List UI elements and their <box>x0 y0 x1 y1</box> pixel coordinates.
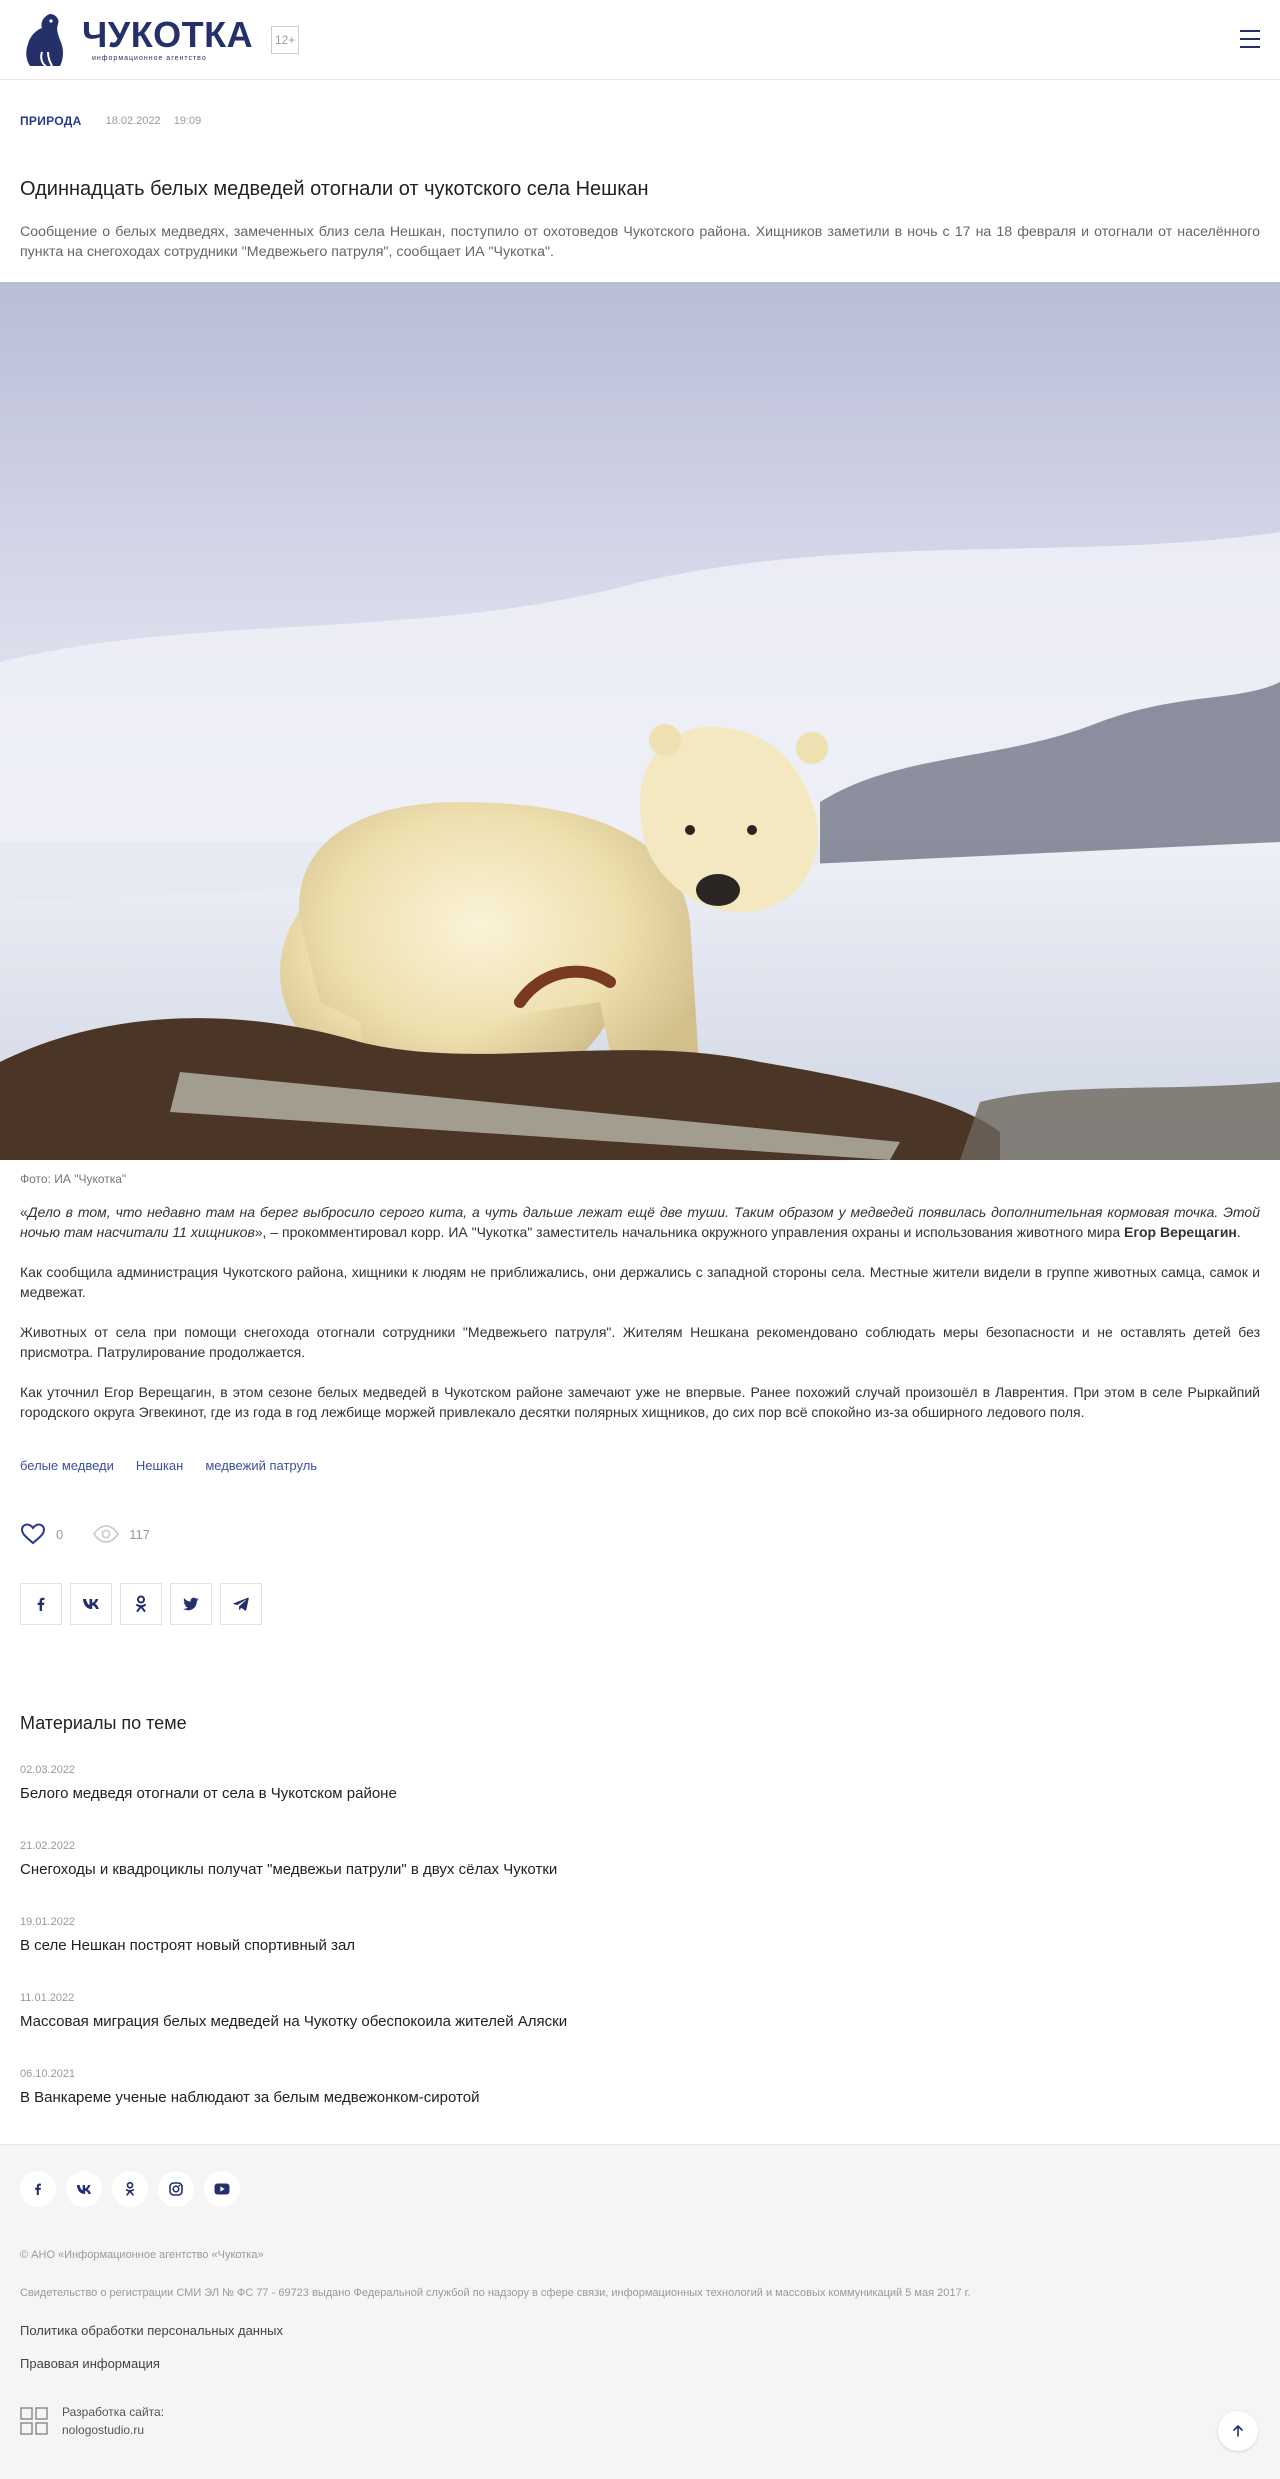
facebook-icon <box>32 2182 44 2196</box>
rubric-link[interactable]: ПРИРОДА <box>20 114 82 128</box>
article-paragraph: Животных от села при помощи снегохода отогнали сотрудники "Медвежьего патруля". Жителям Нешкана рекомендовано соблюдать меры безопасности и не оставлять детей без присмотра. Патрулирование продолжается. <box>20 1324 1260 1360</box>
twitter-icon <box>183 1597 199 1611</box>
vk-icon <box>76 2184 92 2195</box>
menu-burger-icon[interactable] <box>1240 30 1260 48</box>
related-heading: Материалы по теме <box>20 1713 187 1733</box>
developer-text <box>62 2403 164 2439</box>
developer-label: Разработка сайта: <box>62 2405 165 2419</box>
related-title-link[interactable]: Снегоходы и квадроциклы получат "медвежьи патрули" в двух сёлах Чукотки <box>20 1861 558 1878</box>
footer-registration: Свидетельство о регистрации СМИ ЭЛ № ФС 77 - 69723 выдано Федеральной службой по надзору в сфере связи, информационных технологий и массовых коммуникаций 5 мая 2017 г. <box>20 2287 971 2299</box>
article-paragraph: Как сообщила администрация Чукотского района, хищники к людям не приближались, они держались с западной стороны села. Местные жители видели в группе животных самца, самок и медвежат. <box>20 1264 1260 1300</box>
share-twitter-button[interactable] <box>170 1583 212 1625</box>
article-meta <box>0 80 1280 128</box>
vk-icon <box>82 1598 100 1610</box>
tag-link[interactable]: медвежий патруль <box>205 1458 318 1473</box>
share-telegram-button[interactable] <box>220 1583 262 1625</box>
logo-text <box>82 14 254 62</box>
telegram-icon <box>233 1597 249 1611</box>
age-rating-badge: 12+ <box>271 26 299 54</box>
like-counter[interactable] <box>20 1523 63 1545</box>
odnoklassniki-icon <box>125 2181 135 2197</box>
arrow-up-icon <box>1231 2424 1245 2438</box>
article-stats <box>0 1473 1280 1545</box>
publish-time: 19:09 <box>173 115 202 127</box>
logo-name: ЧУКОТКА <box>82 14 254 55</box>
walrus-logo-icon <box>20 12 68 68</box>
heart-icon[interactable] <box>20 1523 46 1545</box>
legal-info-link[interactable]: Правовая информация <box>20 2356 160 2371</box>
privacy-policy-link[interactable]: Политика обработки персональных данных <box>20 2323 284 2338</box>
article-paragraph: «Дело в том, что недавно там на берег выбросило серого кита, а чуть дальше лежат ещё две туши. Таким образом у медведей появилась дополнительная кормовая точка. Этой ночью там насчитали 11 хищников», – прокомментировал корр. ИА "Чукотка" заместитель начальника окружного управления охраны и использования животного мира Егор Верещагин. <box>20 1204 1260 1240</box>
article-lead: Сообщение о белых медведях, замеченных близ села Нешкан, поступило от охотоведов Чукотского района. Хищников заметили в ночь с 17 на 18 февраля и отогнали от населённого пункта на снегоходах сотрудники "Медвежьего патруля", сообщает ИА "Чукотка". <box>20 224 1260 260</box>
share-facebook-button[interactable] <box>20 1583 62 1625</box>
footer-vk-link[interactable] <box>66 2171 102 2207</box>
footer-youtube-link[interactable] <box>204 2171 240 2207</box>
eye-icon <box>93 1525 119 1543</box>
footer-facebook-link[interactable] <box>20 2171 56 2207</box>
developer-site-link[interactable]: nologostudio.ru <box>62 2423 145 2437</box>
share-ok-button[interactable] <box>120 1583 162 1625</box>
instagram-icon <box>169 2182 183 2196</box>
related-title-link[interactable]: Массовая миграция белых медведей на Чукотку обеспокоила жителей Аляски <box>20 2013 568 2030</box>
share-vk-button[interactable] <box>70 1583 112 1625</box>
facebook-icon <box>34 1597 48 1611</box>
related-item[interactable] <box>20 1992 1260 2032</box>
related-date: 19.01.2022 <box>20 1916 76 1928</box>
tag-link[interactable]: белые медведи <box>20 1458 114 1473</box>
like-count: 0 <box>56 1526 64 1542</box>
related-date: 11.01.2022 <box>20 1992 75 2004</box>
youtube-icon <box>214 2183 230 2195</box>
footer-instagram-link[interactable] <box>158 2171 194 2207</box>
related-title-link[interactable]: Белого медведя отогнали от села в Чукотском районе <box>20 1785 397 1802</box>
logo-subtitle: информационное агентство <box>92 55 207 62</box>
tag-link[interactable]: Нешкан <box>135 1458 184 1473</box>
article <box>0 80 1280 2108</box>
view-counter <box>93 1525 150 1543</box>
nologo-studio-logo-icon <box>20 2407 48 2435</box>
related-title-link[interactable]: В Ванкареме ученые наблюдают за белым медвежонком-сиротой <box>20 2089 480 2106</box>
related-date: 02.03.2022 <box>20 1764 76 1776</box>
odnoklassniki-icon <box>135 1595 147 1613</box>
site-footer <box>0 2144 1280 2479</box>
site-header <box>0 0 1280 80</box>
quote: Дело в том, что недавно там на берег выбросило серого кита, а чуть дальше лежат ещё две туши. Таким образом у медведей появилась дополнительная кормовая точка. Этой ночью там насчитали 11 хищников <box>20 1204 1260 1240</box>
related-item[interactable] <box>20 1840 1260 1880</box>
related-materials <box>0 1625 1280 2108</box>
tag-list <box>0 1442 1280 1473</box>
developer-credit <box>20 2403 1260 2439</box>
footer-social-links <box>20 2171 1260 2207</box>
related-date: 06.10.2021 <box>20 2068 76 2080</box>
share-buttons <box>0 1545 1280 1625</box>
related-item[interactable] <box>20 1764 1260 1804</box>
publish-datetime <box>106 115 202 127</box>
site-logo[interactable] <box>20 12 253 68</box>
footer-copyright: © АНО «Информационное агентство «Чукотка» <box>20 2249 264 2261</box>
article-photo <box>0 282 1280 1160</box>
person-name: Егор Верещагин <box>1124 1224 1237 1240</box>
article-paragraph: Как уточнил Егор Верещагин, в этом сезоне белых медведей в Чукотском районе замечают уже не впервые. Ранее похожий случай произошёл в Лаврентия. При этом в селе Рыркайпий городского округа Эгвекинот, где из года в год лежбище моржей привлекало десятки полярных хищников, до сих пор всё спокойно из-за обширного ледового поля. <box>20 1384 1260 1420</box>
publish-date: 18.02.2022 <box>105 115 161 127</box>
article-title: Одиннадцать белых медведей отогнали от чукотского села Нешкан <box>20 178 649 200</box>
footer-ok-link[interactable] <box>112 2171 148 2207</box>
related-date: 21.02.2022 <box>20 1840 76 1852</box>
related-item[interactable] <box>20 1916 1260 1956</box>
related-title-link[interactable]: В селе Нешкан построят новый спортивный зал <box>20 1937 356 1954</box>
scroll-to-top-button[interactable] <box>1218 2411 1258 2451</box>
photo-caption: Фото: ИА "Чукотка" <box>20 1172 127 1186</box>
view-count: 117 <box>129 1526 150 1542</box>
polar-bear-photo <box>0 282 1280 1160</box>
related-item[interactable] <box>20 2068 1260 2108</box>
article-body <box>0 1186 1280 1422</box>
